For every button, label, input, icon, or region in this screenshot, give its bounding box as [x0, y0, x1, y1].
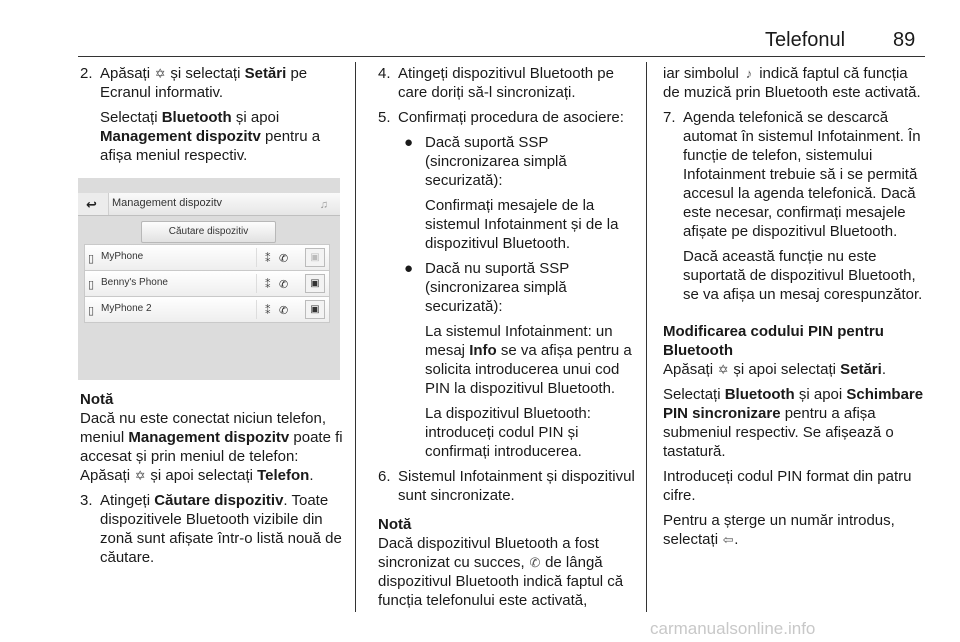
phone-call-icon: ✆: [529, 555, 541, 570]
step-5: 5. Confirmați procedura de asociere:: [378, 109, 624, 126]
step-7: 7. Agenda telefonică se descarcă automat în sistemul Infotainment. În funcție de telefon, sistemului Infotainment trebuie să i se permită accesul la agenda telefonică. Dacă este necesar, confirmați mesajele afișate pe dispozitivul Bluetooth. Dacă această funcție nu este suportată de dispozitivul Bluetooth, se va afișa un mesaj corespunzător.: [663, 109, 923, 303]
step-2: 2. Apăsați ✡ și selectați Setări pe Ecranul informativ. Selectați Bluetooth și apoi Management dispozitv pentru a afișa meniul respectiv.: [80, 65, 321, 164]
settings-icon: ✡: [154, 66, 166, 81]
column-2: 4. Atingeți dispozitivul Bluetooth pe care doriți să-l sincronizați. 5. Confirmați procedura de asociere: ● Dacă suportă SSP (sincronizarea simplă securizată): Confirmați mesajele de la sistemul Infotainment și de la dispozitivul Bluetooth. ● Dacă nu suportă SSP (sincronizarea simplă securizată): La sistemul Infotainment: un mesaj Info se va afișa pentru a solicita introducerea unui cod PIN la dispozitivul Bluetooth. La dispozitivul Bluetooth: introduceți codul PIN și confirmați introducerea. 6. Sistemul Infotainment și dispozitivul sunt sincronizate. Notă Dacă dispozitivul Bluetooth a fost sincronizat cu succes, ✆ de lângă dispozitivul Bluetooth indică faptul că funcția telefonului este activată,: [378, 64, 640, 610]
column-divider-2: [646, 62, 647, 612]
device-name: MyPhone: [101, 251, 144, 262]
bluetooth-music-icon: ⁑: [265, 253, 271, 265]
back-button: [78, 193, 109, 215]
column-divider-1: [355, 62, 356, 612]
bullet-icon: ●: [404, 134, 414, 151]
call-icon: ✆: [279, 305, 289, 317]
note-heading: Notă: [378, 516, 412, 533]
device-name: Benny's Phone: [101, 277, 168, 288]
step-6: 6. Sistemul Infotainment și dispozitivul sunt sincronizate.: [378, 468, 635, 504]
screenshot-title: Management dispozitv: [112, 197, 223, 209]
note-box: Notă Dacă nu este conectat niciun telefon, meniul Management dispozitv poate fi accesat și prin meniul de telefon: Apăsați ✡ și apoi selectați Telefon.: [80, 390, 345, 485]
note-box: Notă Dacă dispozitivul Bluetooth a fost sincronizat cu succes, ✆ de lângă dispozitivul Bluetooth indică faptul că funcția telefonului este activată,: [378, 515, 640, 610]
back-icon: ↩: [86, 197, 97, 212]
phone-icon: ▯: [88, 305, 95, 317]
column-1-lower: [80, 390, 345, 567]
bluetooth-music-icon: ⁑: [265, 279, 271, 291]
screenshot-title-bar: [78, 193, 340, 216]
delete-icon: ▣: [305, 248, 325, 267]
step-4: 4. Atingeți dispozitivul Bluetooth pe care doriți să-l sincronizați.: [378, 65, 614, 101]
step-3: 3. Atingeți Căutare dispozitiv. Toate dispozitivele Bluetooth vizibile din zonă sunt afișate într-o listă nouă de căutare.: [80, 492, 342, 566]
search-device-button: Căutare dispozitiv: [141, 221, 276, 243]
backspace-icon: ⇦: [722, 532, 734, 547]
bullet-icon: ●: [404, 260, 414, 277]
bluetooth-music-icon: ♪: [745, 66, 753, 81]
section-heading: Modificarea codului PIN pentru Bluetooth: [663, 323, 884, 359]
page-header-title: Telefonul: [765, 29, 846, 51]
delete-icon: ▣: [305, 274, 325, 293]
bluetooth-music-icon: ⁑: [265, 305, 271, 317]
call-icon: ✆: [279, 253, 289, 265]
bullet-no-ssp: ● Dacă nu suportă SSP (sincronizarea simplă securizată):: [404, 260, 569, 315]
note-heading: Notă: [80, 391, 114, 408]
device-management-screenshot: [78, 178, 340, 380]
device-name: MyPhone 2: [101, 303, 152, 314]
header-rule: [78, 56, 925, 57]
page-number: 89: [893, 29, 916, 51]
settings-icon: ✡: [134, 468, 146, 483]
device-row: [84, 244, 330, 271]
device-row: [84, 270, 330, 297]
phone-icon: ▯: [88, 279, 95, 291]
settings-icon: ✡: [717, 362, 729, 377]
column-3: iar simbolul ♪ indică faptul că funcția de muzică prin Bluetooth este activată. 7. Agenda telefonică se descarcă automat în sistemul Infotainment. În funcție de telefon, sistemului Infotainment trebuie să i se permită accesul la agenda telefonică. Dacă este necesar, confirmați mesajele afișate pe dispozitivul Bluetooth. Dacă această funcție nu este suportată de dispozitivul Bluetooth, se va afișa un mesaj corespunzător. Modificarea codului PIN pentru Bluetooth Apăsați ✡ și apoi selectați Setări. Selectați Bluetooth și apoi Schimbare PIN sincronizare pentru a afișa submeniul respectiv. Se afișează o tastatură. Introduceți codul PIN format din patru cifre. Pentru a șterge un număr introdus, selectați ⇦.: [663, 64, 928, 549]
music-icon: ♫: [319, 199, 328, 211]
column-1: [80, 64, 345, 165]
device-row: [84, 296, 330, 323]
watermark: carmanualsonline.info: [650, 619, 816, 638]
call-icon: ✆: [279, 279, 289, 291]
bullet-ssp: ● Dacă suportă SSP (sincronizarea simplă securizată):: [404, 134, 567, 189]
delete-icon: ▣: [305, 300, 325, 319]
phone-icon: ▯: [88, 253, 95, 265]
